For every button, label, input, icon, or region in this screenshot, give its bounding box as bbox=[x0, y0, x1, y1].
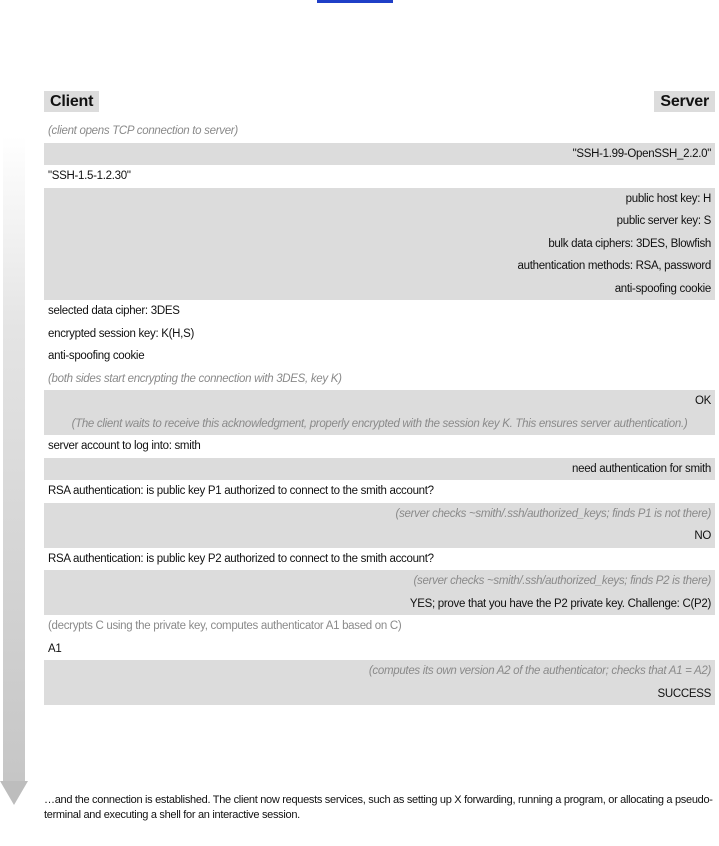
server-message-row bbox=[44, 188, 715, 301]
message-text: SUCCESS bbox=[657, 687, 711, 700]
message-note: (server checks ~smith/.ssh/authorized_keys; finds P2 is there) bbox=[413, 575, 711, 587]
client-message-row bbox=[44, 300, 715, 390]
message-note: (server checks ~smith/.ssh/authorized_keys; finds P1 is not there) bbox=[395, 507, 711, 520]
server-header: Server bbox=[654, 91, 715, 112]
footer-caption: …and the connection is established. The client now requests services, such as setting up X forwarding, running a program, or allocating a pseudo-terminal and executing a shell for an interactive session. bbox=[44, 794, 713, 821]
message-text: YES; prove that you have the P2 private key. Challenge: C(P2) bbox=[409, 597, 711, 610]
message-note: (both sides start encrypting the connection with 3DES, key K) bbox=[48, 372, 342, 385]
server-message-row bbox=[44, 390, 715, 435]
message-text: anti-spoofing cookie bbox=[48, 350, 145, 362]
message-text: OK bbox=[694, 395, 711, 407]
message-text: RSA authentication: is public key P2 authorized to connect to the smith account? bbox=[48, 552, 434, 565]
server-message-row bbox=[44, 143, 715, 166]
client-message-row bbox=[44, 120, 715, 143]
message-text: server account to log into: smith bbox=[48, 440, 201, 452]
message-sequence bbox=[44, 120, 715, 705]
client-message-row bbox=[44, 615, 715, 660]
client-message-row bbox=[44, 165, 715, 188]
message-text: RSA authentication: is public key P1 authorized to connect to the smith account? bbox=[48, 485, 434, 497]
column-headers bbox=[44, 86, 715, 112]
client-message-row bbox=[44, 435, 715, 458]
message-text: authentication methods: RSA, password bbox=[517, 260, 711, 272]
message-note: (client opens TCP connection to server) bbox=[48, 125, 238, 137]
client-message-row bbox=[44, 548, 715, 571]
message-text: anti-spoofing cookie bbox=[614, 282, 711, 295]
message-note: (decrypts C using the private key, computes authenticator A1 based on C) bbox=[48, 620, 402, 632]
message-text: need authentication for smith bbox=[572, 462, 711, 475]
server-message-row bbox=[44, 503, 715, 548]
message-text: bulk data ciphers: 3DES, Blowfish bbox=[548, 237, 711, 250]
message-text: selected data cipher: 3DES bbox=[48, 305, 180, 317]
message-text: encrypted session key: K(H,S) bbox=[48, 327, 194, 340]
message-note: (computes its own version A2 of the authenticator; checks that A1 = A2) bbox=[368, 665, 711, 677]
client-message-row bbox=[44, 480, 715, 503]
message-note: (The client waits to receive this acknowledgment, properly encrypted with the session key K. This ensures server authentication.) bbox=[71, 417, 688, 430]
server-message-row bbox=[44, 660, 715, 705]
message-text: "SSH-1.5-1.2.30" bbox=[48, 170, 131, 182]
message-text: "SSH-1.99-OpenSSH_2.2.0" bbox=[572, 147, 711, 160]
arrow-down-icon bbox=[0, 781, 28, 805]
client-header: Client bbox=[44, 91, 99, 112]
top-link-underline[interactable] bbox=[317, 0, 393, 3]
message-text: public server key: S bbox=[616, 215, 711, 227]
server-message-row bbox=[44, 570, 715, 615]
message-text: public host key: H bbox=[625, 192, 711, 205]
message-text: A1 bbox=[48, 642, 62, 655]
message-text: NO bbox=[694, 530, 711, 542]
arrow-shaft bbox=[3, 136, 25, 782]
time-flow-arrow bbox=[0, 136, 28, 806]
server-message-row bbox=[44, 458, 715, 481]
